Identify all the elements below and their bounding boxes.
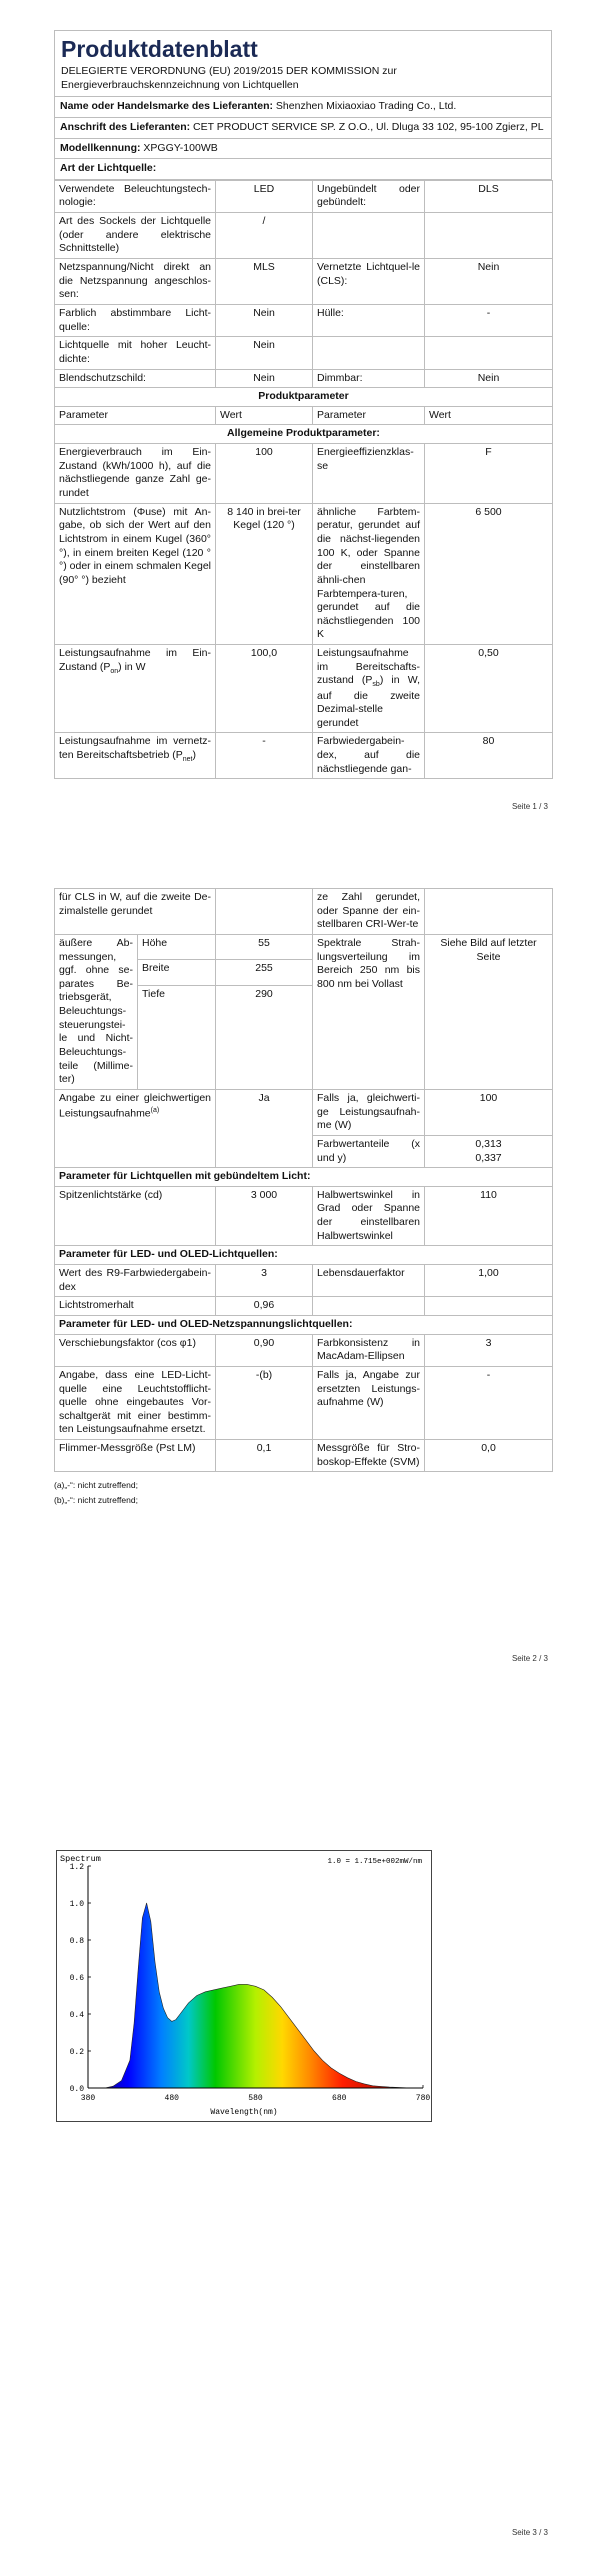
cell-value: Nein [216, 304, 313, 336]
cell-value: Nein [425, 369, 553, 388]
cell-empty [216, 889, 313, 935]
cell-label: Flimmer-Messgröße (Pst LM) [55, 1440, 216, 1472]
cell-empty [313, 1297, 425, 1316]
spectrum-chart [56, 1850, 432, 2122]
regulation-text: DELEGIERTE VERORDNUNG (EU) 2019/2015 DER KOMMISSION zur Energieverbrauchskennzeichnung von Lichtquellen [61, 65, 397, 91]
cell-value: Nein [216, 369, 313, 388]
y-tick-label: 0.2 [69, 2048, 84, 2057]
cell-label: Falls ja, Angabe zur ersetzten Leistungs-aufnahme (W) [313, 1366, 425, 1439]
cell-label: Verschiebungsfaktor (cos φ1) [55, 1334, 216, 1366]
address-label: Anschrift des Lieferanten: [60, 120, 191, 133]
cell-value: 8 140 in brei-ter Kegel (120 °) [216, 503, 313, 644]
cell-value: - [425, 1366, 553, 1439]
cell-label: Falls ja, gleichwerti-ge Leistungsaufnah-me (W) [313, 1089, 425, 1135]
footnote-a: (a)„-“: nicht zutreffend; [54, 1480, 138, 1491]
page-1 [0, 30, 603, 811]
table-row [55, 1246, 553, 1265]
cell-label: Farbkonsistenz in MacAdam-Ellipsen [313, 1334, 425, 1366]
chart-annotation: 1.0 = 1.715e+002mW/nm [327, 1858, 422, 1866]
column-header: Parameter [55, 406, 216, 425]
cell-label: Blendschutzschild: [55, 369, 216, 388]
table-row [55, 733, 553, 779]
cell-value: 100 [216, 444, 313, 504]
table-row [55, 1265, 553, 1297]
y-tick-label: 1.0 [69, 1900, 84, 1909]
y-tick-label: 0.4 [69, 2011, 84, 2020]
cell-value: 0,96 [216, 1297, 313, 1316]
cell-value: 0,90 [216, 1334, 313, 1366]
cell-value: 1,00 [425, 1265, 553, 1297]
page-number: Seite 3 / 3 [511, 2528, 548, 2537]
x-tick-label: 780 [415, 2094, 431, 2103]
x-tick-label: 380 [80, 2094, 96, 2103]
cell-label: Vernetzte Lichtquel-le (CLS): [313, 259, 425, 305]
cell-label: Messgröße für Stro-boskop-Effekte (SVM) [313, 1440, 425, 1472]
cell-value: Nein [216, 337, 313, 369]
cell-label: Tiefe [138, 985, 216, 1089]
cell-label: Art des Sockels der Lichtquelle (oder andere elektrische Schnittstelle) [55, 213, 216, 259]
cell-value: -(b) [216, 1366, 313, 1439]
address-row [55, 118, 551, 139]
cell-label: ze Zahl gerundet, oder Spanne der ein-stellbaren CRI-Wer-te [313, 889, 425, 935]
cell-label: Verwendete Beleuchtungstech-nologie: [55, 180, 216, 212]
cell-label: Breite [138, 960, 216, 986]
cell-label: Ungebündelt oder gebündelt: [313, 180, 425, 212]
x-tick-label: 580 [248, 2094, 263, 2103]
page-2 [0, 888, 603, 1663]
parameters-table-continued [54, 888, 553, 1472]
chart-title: Spectrum [60, 1854, 101, 1864]
light-type-table [54, 180, 553, 780]
column-header: Wert [425, 406, 553, 425]
cell-label: Spitzenlichtstärke (cd) [55, 1186, 216, 1246]
cell-value: 0,313 0,337 [425, 1135, 553, 1167]
cell-value: 3 000 [216, 1186, 313, 1246]
table-row [55, 1334, 553, 1366]
cell-label: Energieeffizienzklas-se [313, 444, 425, 504]
cell-empty [313, 213, 425, 259]
table-row [55, 1315, 553, 1334]
cell-label: Lichtstromerhalt [55, 1297, 216, 1316]
cell-value: MLS [216, 259, 313, 305]
cell-label: Angabe zu einer gleichwertigen Leistungsaufnahme$^{(a)}$ [55, 1089, 216, 1167]
y-tick-label: 0.0 [69, 2085, 84, 2094]
table-row [55, 369, 553, 388]
cell-label: für CLS in W, auf die zweite De-zimalstelle gerundet [55, 889, 216, 935]
cell-value: 290 [216, 985, 313, 1089]
cell-label: Spektrale Strah-lungsverteilung im Bereich 250 nm bis 800 nm bei Vollast [313, 934, 425, 1089]
cell-label: Höhe [138, 934, 216, 960]
cell-value: 55 [216, 934, 313, 960]
light-type-heading: Art der Lichtquelle: [60, 162, 157, 175]
table-row [55, 388, 553, 407]
supplier-label: Name oder Handelsmarke des Lieferanten: [60, 100, 273, 113]
table-row [55, 934, 553, 960]
cell-value: 100 [425, 1089, 553, 1135]
column-header: Parameter [313, 406, 425, 425]
table-row [55, 337, 553, 369]
table-row [55, 645, 553, 733]
cell-label: Wert des R9-Farbwiedergabein-dex [55, 1265, 216, 1297]
document-title: Produktdatenblatt [61, 36, 258, 62]
cell-empty [425, 1297, 553, 1316]
cell-value: / [216, 213, 313, 259]
table-row [55, 259, 553, 305]
cell-empty [425, 337, 553, 369]
y-tick-label: 0.8 [69, 1937, 84, 1946]
cell-empty [425, 889, 553, 935]
cell-value: 3 [425, 1334, 553, 1366]
cell-value: 0,50 [425, 645, 553, 733]
cell-value: - [425, 304, 553, 336]
page-number: Seite 2 / 3 [511, 1654, 548, 1663]
cell-value: 3 [216, 1265, 313, 1297]
cell-label: Farbwiedergabein-dex, auf die nächstliegende gan- [313, 733, 425, 779]
page-number: Seite 1 / 3 [511, 802, 548, 811]
section-heading: Parameter für Lichtquellen mit gebündeltem Licht: [55, 1168, 553, 1187]
section-heading: Parameter für LED- und OLED-Lichtquellen: [55, 1246, 553, 1265]
supplier-row [55, 97, 551, 118]
table-row [55, 444, 553, 504]
cell-label: Dimmbar: [313, 369, 425, 388]
table-row [55, 180, 553, 212]
table-row [55, 1366, 553, 1439]
cell-value: 255 [216, 960, 313, 986]
cell-label: Lichtquelle mit hoher Leucht-dichte: [55, 337, 216, 369]
model-row [55, 139, 551, 160]
cell-value: 100,0 [216, 645, 313, 733]
y-tick-label: 0.6 [69, 1974, 84, 1983]
table-row [55, 889, 553, 935]
table-row [55, 1089, 553, 1135]
cell-empty [313, 337, 425, 369]
section-heading: Allgemeine Produktparameter: [55, 425, 553, 444]
cell-label: Halbwertswinkel in Grad oder Spanne der einstellbaren Halbwertswinkel [313, 1186, 425, 1246]
cell-label: Angabe, dass eine LED-Licht-quelle eine Leuchtstofflicht-quelle ohne eingebautes Vor-schaltgerät mit einer bestimm-ten Leistungsaufnahme ersetzt. [55, 1366, 216, 1439]
cell-value: Nein [425, 259, 553, 305]
cell-value: Siehe Bild auf letzter Seite [425, 934, 553, 1089]
column-header: Wert [216, 406, 313, 425]
cell-label: Leistungsaufnahme im vernetz-ten Bereitschaftsbetrieb $(P_{net})$ [55, 733, 216, 779]
cell-label: äußere Ab-messungen, ggf. ohne se-parates Be-triebsgerät, Beleuchtungs-steuerungstei-le und Nicht-Beleuchtungs-teile (Millime-ter) [55, 934, 138, 1089]
cell-label: Farblich abstimmbare Licht-quelle: [55, 304, 216, 336]
cell-label: Farbwertanteile (x und y) [313, 1135, 425, 1167]
table-row [55, 1186, 553, 1246]
table-row [55, 425, 553, 444]
address-value: CET PRODUCT SERVICE SP. Z O.O., Ul. Dluga 33 102, 95-100 Zgierz, PL [193, 120, 544, 133]
cell-label: Lebensdauerfaktor [313, 1265, 425, 1297]
table-row [55, 1440, 553, 1472]
cell-empty [425, 213, 553, 259]
cell-value: 0,0 [425, 1440, 553, 1472]
x-axis-label: Wavelength(nm) [210, 2108, 278, 2117]
cell-value: 0,1 [216, 1440, 313, 1472]
model-label: Modellkennung: [60, 141, 141, 154]
cell-value: LED [216, 180, 313, 212]
cell-label: ähnliche Farbtem-peratur, gerundet auf die nächst-liegenden 100 K, oder Spanne der einstellbaren ähnli-chen Farbtempera-turen, gerundet auf die nächstliegenden 100 K [313, 503, 425, 644]
cell-label: Leistungsaufnahme im Bereitschafts-zustand $(P_{sb})$ in W, auf die zweite Dezimal-stelle gerundet [313, 645, 425, 733]
section-heading: Produktparameter [55, 388, 553, 407]
footnote-b: (b)„-“: nicht zutreffend; [54, 1495, 138, 1506]
cell-label: Netzspannung/Nicht direkt an die Netzspannung angeschlos-sen: [55, 259, 216, 305]
table-row [55, 1168, 553, 1187]
cell-label: Leistungsaufnahme im Ein-Zustand $(P_{on})$ in W [55, 645, 216, 733]
table-row [55, 304, 553, 336]
cell-label: Hülle: [313, 304, 425, 336]
cell-label: Nutzlichtstrom (Φuse) mit An-gabe, ob sich der Wert auf den Lichtstrom in einem Kugel (360° °), in einem breiten Kegel (120 °°) oder in einem schmalen Kegel (90° °) bezieht [55, 503, 216, 644]
x-tick-label: 480 [164, 2094, 179, 2103]
section-heading: Parameter für LED- und OLED-Netzspannungslichtquellen: [55, 1315, 553, 1334]
table-row [55, 213, 553, 259]
cell-value: Ja [216, 1089, 313, 1167]
table-row [55, 1297, 553, 1316]
header-box [54, 30, 552, 180]
supplier-value: Shenzhen Mixiaoxiao Trading Co., Ltd. [275, 100, 457, 113]
cell-value: 110 [425, 1186, 553, 1246]
x-tick-label: 680 [332, 2094, 347, 2103]
cell-value: F [425, 444, 553, 504]
table-row [55, 406, 553, 425]
y-tick-label: 1.2 [69, 1863, 84, 1872]
cell-value: - [216, 733, 313, 779]
table-row [55, 503, 553, 644]
cell-value: 80 [425, 733, 553, 779]
model-value: XPGGY-100WB [143, 141, 218, 154]
cell-label: Energieverbrauch im Ein-Zustand (kWh/1000 h), auf die nächstliegende ganze Zahl ge-rundet [55, 444, 216, 504]
cell-value: 6 500 [425, 503, 553, 644]
cell-value: DLS [425, 180, 553, 212]
